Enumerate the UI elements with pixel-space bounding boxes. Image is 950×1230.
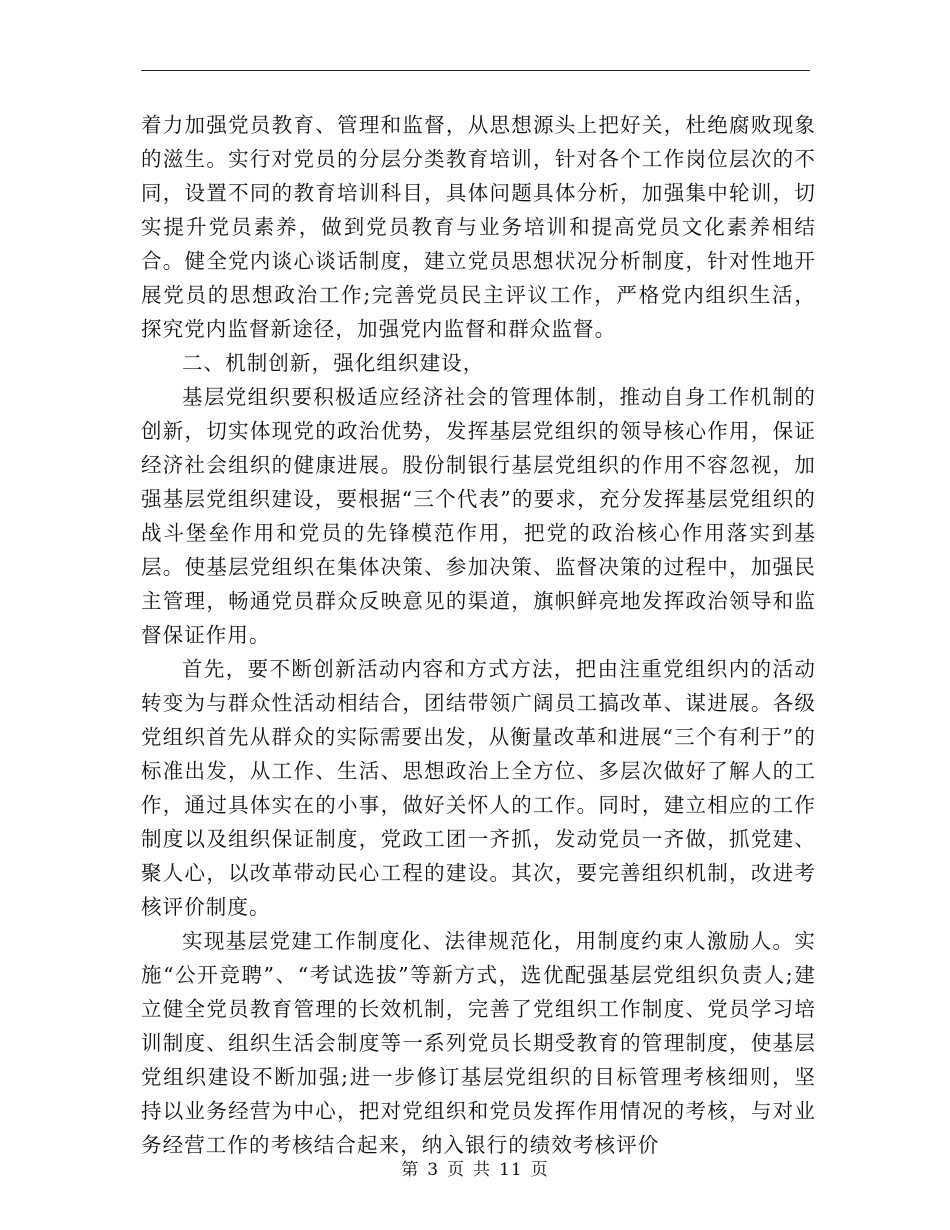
footer-total-word: 共: [473, 1160, 492, 1180]
footer-suffix: 页: [530, 1160, 549, 1180]
paragraph: 实现基层党建工作制度化、法律规范化，用制度约束人激励人。实施“公开竞聘”、“考试选拔”等新方式，选优配强基层党组织负责人;建立健全党员教育管理的长效机制，完善了党组织工作制度、党员学习培训制度、组织生活会制度等一系列党员长期受教育的管理制度，使基层党组织建设不断加强;进一步修订基层党组织的目标管理考核细则，坚持以业务经营为中心，把对党组织和党员发挥作用情况的考核，与对业务经营工作的考核结合起来，纳入银行的绩效考核评价: [141, 929, 816, 1157]
footer-page-word: 页: [447, 1160, 466, 1180]
paragraph: 基层党组织要积极适应经济社会的管理体制，推动自身工作机制的创新，切实体现党的政治优势，发挥基层党组织的领导核心作用，保证经济社会组织的健康进展。股份制银行基层党组织的作用不容忽视，加强基层党组织建设，要根据“三个代表”的要求，充分发挥基层党组织的战斗堡垒作用和党员的先锋模范作用，把党的政治核心作用落实到基层。使基层党组织在集体决策、参加决策、监督决策的过程中，加强民主管理，畅通党员群众反映意见的渠道，旗帜鲜亮地发挥政治领导和监督保证作用。: [141, 385, 816, 647]
footer-current-page: 3: [427, 1160, 440, 1180]
page-footer: [0, 1155, 950, 1180]
paragraph-continuation: 着力加强党员教育、管理和监督，从思想源头上把好关，杜绝腐败现象的滋生。实行对党员的分层分类教育培训，针对各个工作岗位层次的不同，设置不同的教育培训科目，具体问题具体分析，加强集中轮训，切实提升党员素养，做到党员教育与业务培训和提高党员文化素养相结合。健全党内谈心谈话制度，建立党员思想状况分析制度，针对性地开展党员的思想政治工作;完善党员民主评议工作，严格党内组织生活，探究党内监督新途径，加强党内监督和群众监督。: [141, 113, 816, 341]
footer-total-pages: 11: [499, 1160, 523, 1180]
paragraph: 首先，要不断创新活动内容和方式方法，把由注重党组织内的活动转变为与群众性活动相结合，团结带领广阔员工搞改革、谋进展。各级党组织首先从群众的实际需要出发，从衡量改革和进展“三个有利于”的标准出发，从工作、生活、思想政治上全方位、多层次做好了解人的工作，通过具体实在的小事，做好关怀人的工作。同时，建立相应的工作制度以及组织保证制度，党政工团一齐抓，发动党员一齐做，抓党建、聚人心，以改革带动民心工程的建设。其次，要完善组织机制，改进考核评价制度。: [141, 657, 816, 919]
header-rule: [141, 70, 810, 71]
section-heading: 二、机制创新，强化组织建设，: [182, 351, 485, 375]
body-text: [141, 108, 816, 1162]
footer-prefix: 第: [401, 1160, 420, 1180]
